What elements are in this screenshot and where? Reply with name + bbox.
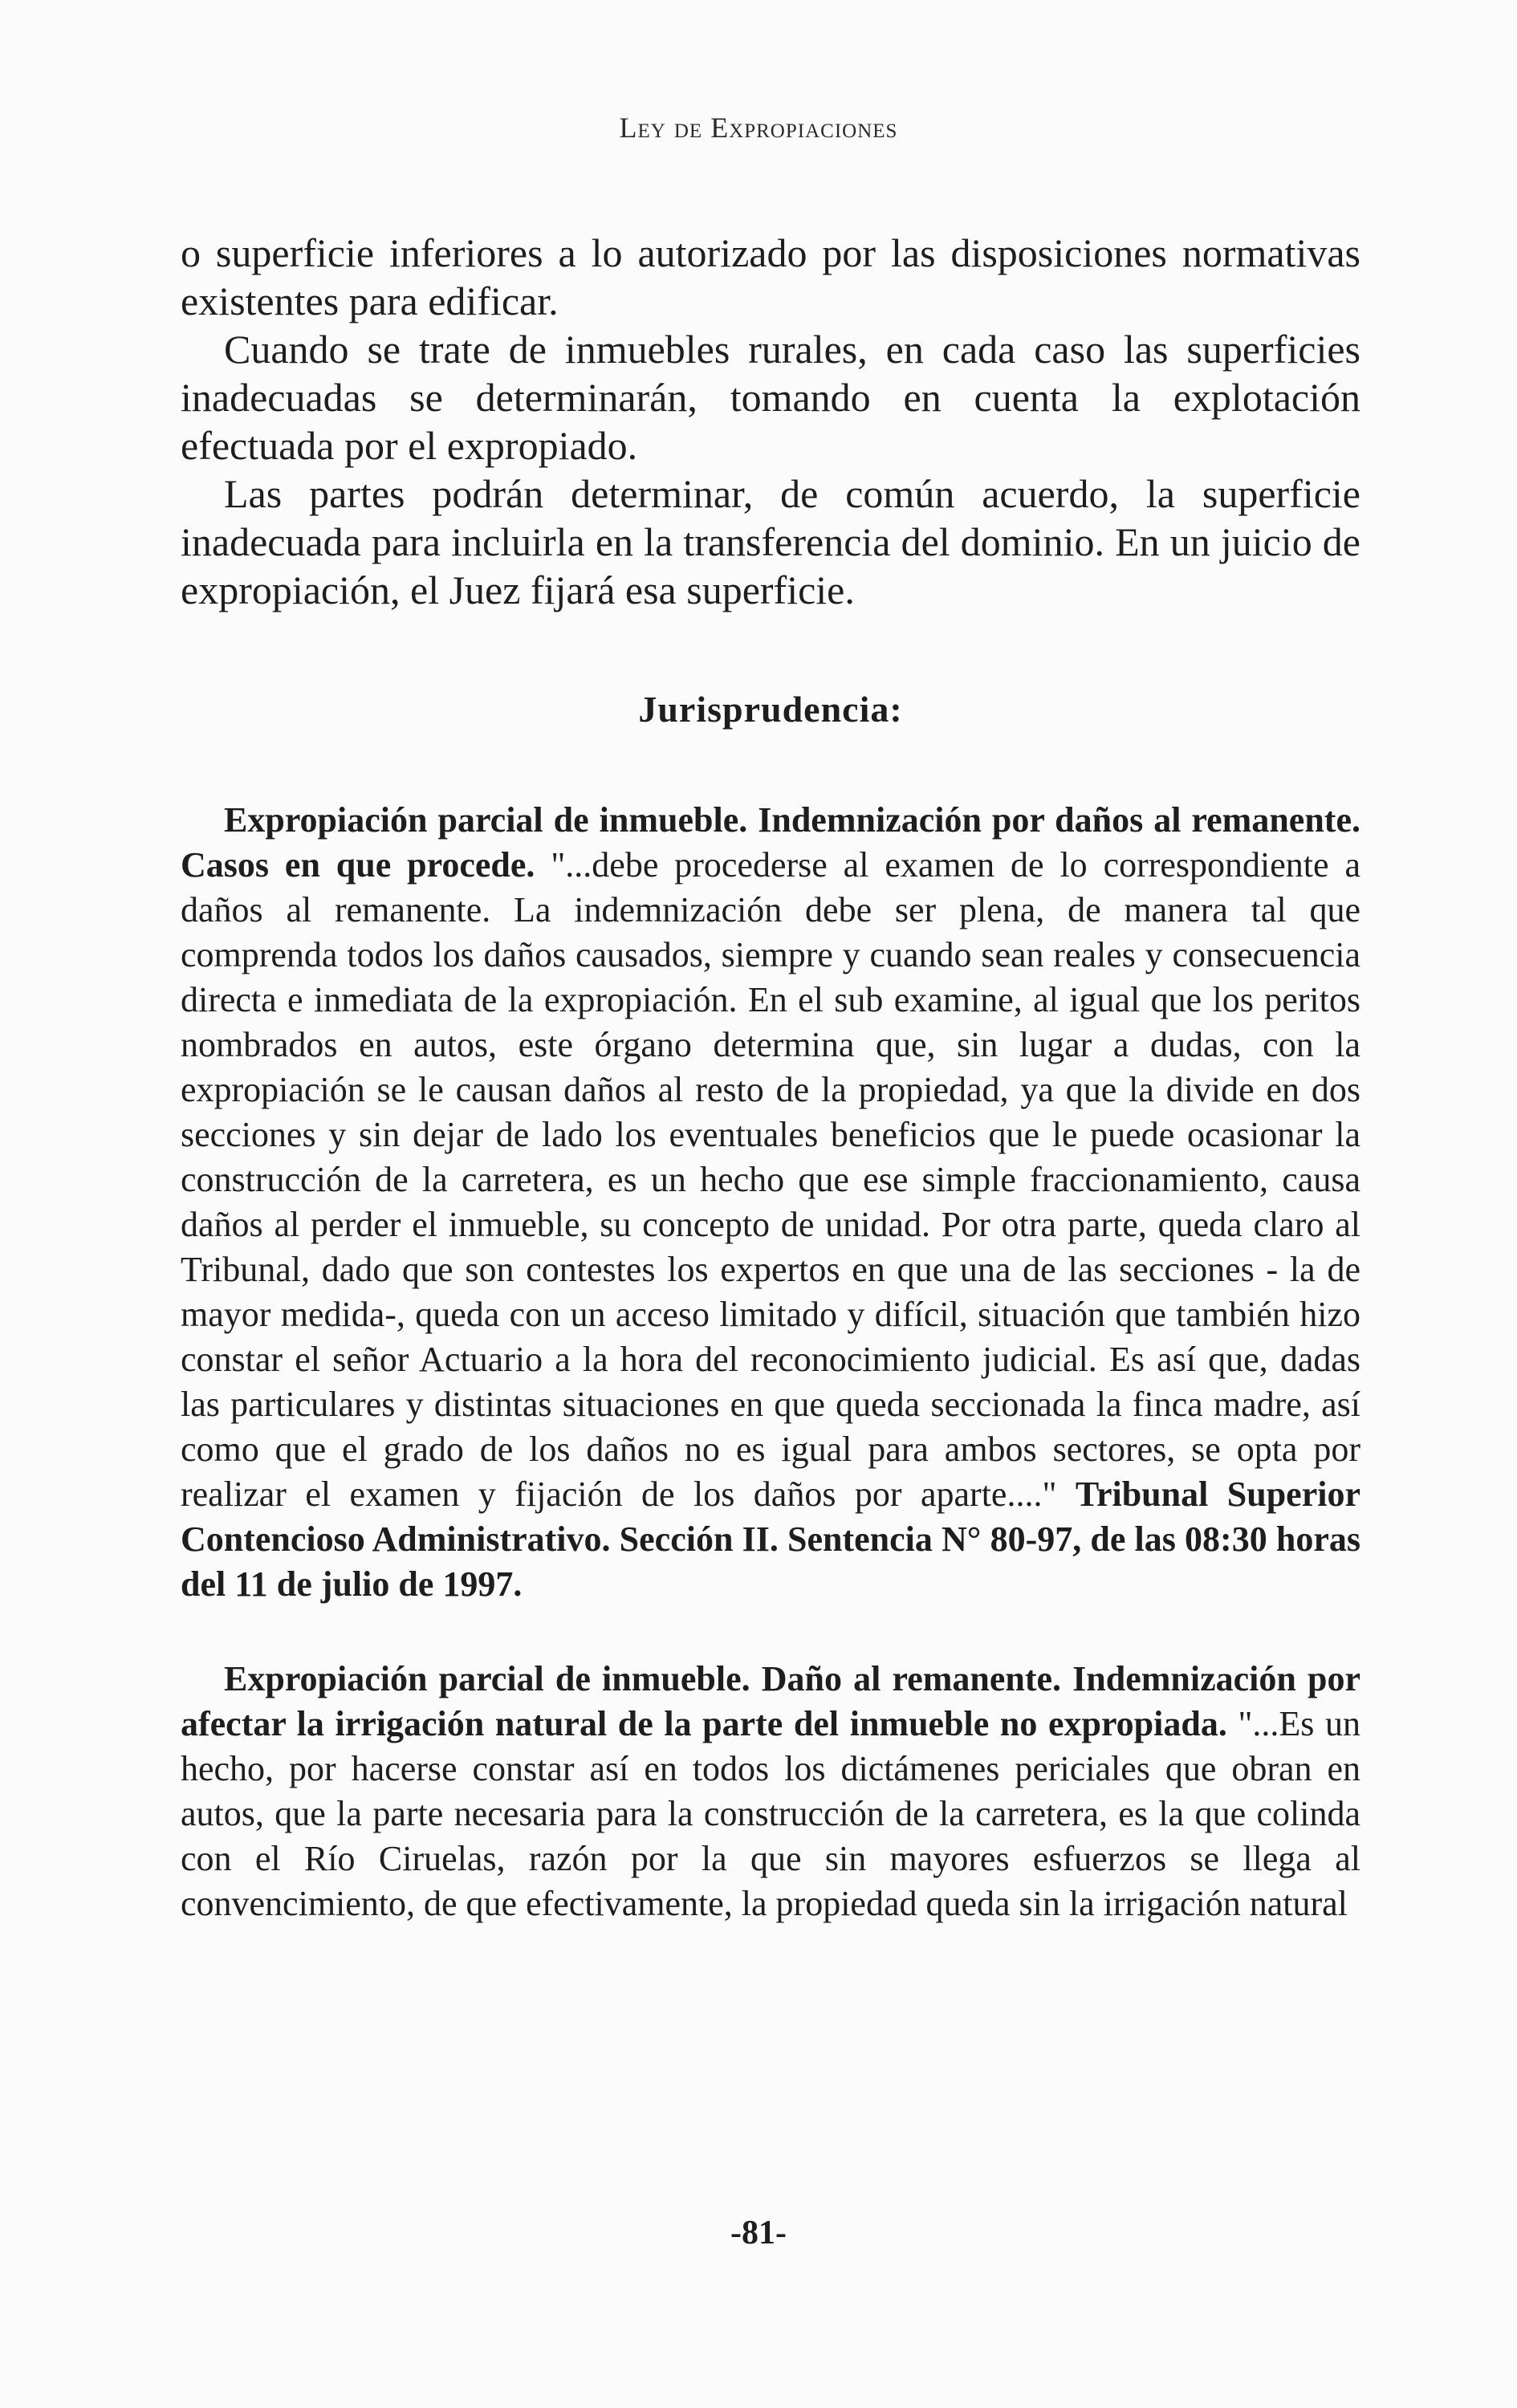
jurisprudence-quote: "...debe procederse al examen de lo correspondiente a daños al remanente. La indemnización debe ser plena, de manera tal que comprenda todos los daños causados, siempre y cuando sean reales y consecuencia directa e inmediata de la expropiación. En el sub examine, al igual que los peritos nombrados en autos, este órgano determina que, sin lugar a dudas, con la expropiación se le causan daños al resto de la propiedad, ya que la divide en dos secciones y sin dejar de lado los eventuales beneficios que le puede ocasionar la construcción de la carretera, es un hecho que ese simple fraccionamiento, causa daños al perder el inmueble, su concepto de unidad. Por otra parte, queda claro al Tribunal, dado que son contestes los expertos en que una de las secciones - la de mayor medida-, queda con un acceso limitado y difícil, situación que también hizo constar el señor Actuario a la hora del reconocimiento judicial. Es así que, dadas las particulares y distintas situaciones en que queda seccionada la finca madre, así como que el grado de los daños no es igual para ambos sectores, se opta por realizar el examen y fijación de los daños por aparte...." <box>181 845 1360 1514</box>
jurisprudence-entry <box>181 798 1360 1607</box>
body-paragraph: Las partes podrán determinar, de común acuerdo, la superficie inadecuada para incluirla en la transferencia del dominio. En un juicio de expropiación, el Juez fijará esa superficie. <box>181 471 1360 612</box>
jurisprudence-quote: "...Es un hecho, por hacerse constar así en todos los dictámenes periciales que obran en autos, que la parte necesaria para la construcción de la carretera, es la que colinda con el Río Ciruelas, razón por la que sin mayores esfuerzos se llega al convencimiento, de que efectivamente, la propiedad queda sin la irrigación natural <box>181 1704 1360 1923</box>
body-paragraph: Cuando se trate de inmuebles rurales, en cada caso las superficies inadecuadas se determinarán, tomando en cuenta la explotación efectuada por el expropiado. <box>181 327 1360 468</box>
jurisprudence-headline: Expropiación parcial de inmueble. Indemnización por daños al remanente. Casos en que procede. <box>181 800 1360 885</box>
running-header: Ley de Expropiaciones <box>619 112 898 144</box>
jurisprudence-entry <box>181 1657 1360 1926</box>
jurisprudence-citation: Tribunal Superior Contencioso Administrativo. Sección II. Sentencia N° 80-97, de las 08:30 horas del 11 de julio de 1997. <box>181 1474 1360 1604</box>
body-paragraph: o superficie inferiores a lo autorizado por las disposiciones normativas existentes para edificar. <box>181 230 1360 323</box>
page-content <box>181 229 1360 1926</box>
page-number: -81- <box>730 2215 787 2251</box>
jurisprudence-headline: Expropiación parcial de inmueble. Daño al remanente. Indemnización por afectar la irrigación natural de la parte del inmueble no expropiada. <box>181 1659 1360 1743</box>
section-heading: Jurisprudencia: <box>638 689 903 730</box>
